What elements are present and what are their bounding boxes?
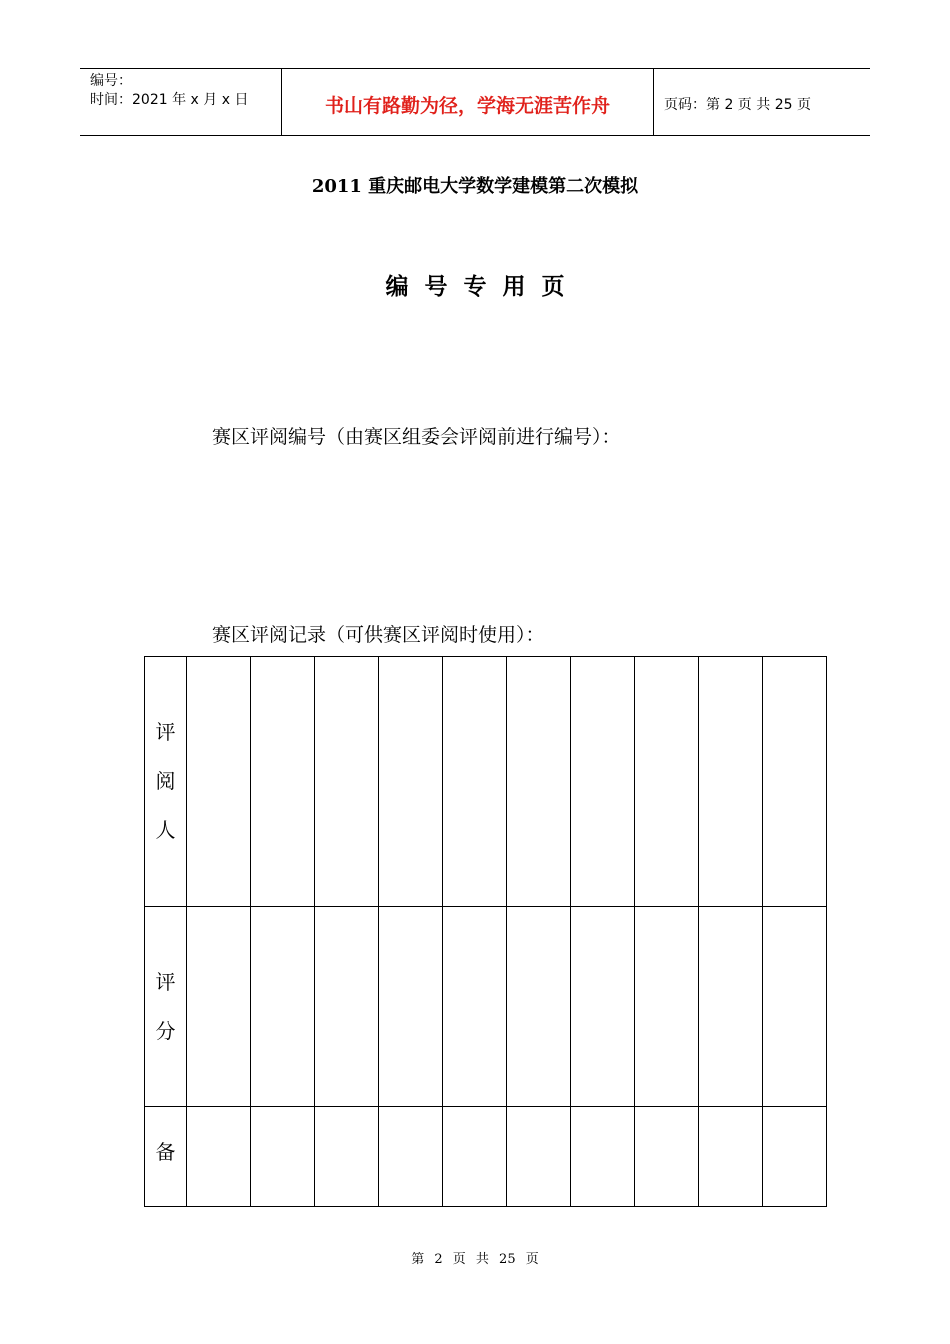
table-cell[interactable]	[635, 907, 699, 1107]
row-label-char: 阅	[155, 769, 176, 793]
table-cell[interactable]	[507, 907, 571, 1107]
number-label: 编号：	[90, 73, 132, 89]
table-cell[interactable]	[635, 657, 699, 907]
row-label-char: 人	[155, 818, 176, 842]
table-cell[interactable]	[699, 657, 763, 907]
table-cell[interactable]	[763, 1107, 827, 1207]
page-header	[80, 68, 870, 136]
table-cell[interactable]	[187, 1107, 251, 1207]
table-cell[interactable]	[187, 907, 251, 1107]
table-cell[interactable]	[507, 1107, 571, 1207]
document-title: 2011 重庆邮电大学数学建模第二次模拟	[311, 176, 639, 197]
table-cell[interactable]	[571, 657, 635, 907]
table-cell[interactable]	[251, 907, 315, 1107]
table-cell[interactable]	[315, 657, 379, 907]
table-row	[145, 657, 827, 907]
time-label: 时间：2021 年 x 月 x 日	[90, 92, 249, 108]
table-cell[interactable]	[379, 907, 443, 1107]
table-cell[interactable]	[443, 1107, 507, 1207]
review-record-table	[144, 656, 827, 1207]
row-label-char: 分	[155, 1018, 176, 1043]
record-paragraph: 赛区评阅记录（可供赛区评阅时使用）：	[212, 624, 545, 646]
numbering-paragraph: 赛区评阅编号（由赛区组委会评阅前进行编号）：	[212, 426, 621, 448]
row-label-char: 评	[155, 969, 176, 994]
header-meta	[80, 69, 281, 135]
table-cell[interactable]	[699, 1107, 763, 1207]
table-cell[interactable]	[571, 1107, 635, 1207]
table-cell[interactable]	[635, 1107, 699, 1207]
table-cell[interactable]	[379, 1107, 443, 1207]
table-cell[interactable]	[315, 907, 379, 1107]
row-label-cell	[145, 1107, 187, 1207]
table-cell[interactable]	[763, 907, 827, 1107]
table-row	[145, 907, 827, 1107]
table-cell[interactable]	[507, 657, 571, 907]
row-label-cell	[145, 657, 187, 907]
table-row	[145, 1107, 827, 1207]
table-cell[interactable]	[251, 1107, 315, 1207]
table-cell[interactable]	[571, 907, 635, 1107]
table-cell[interactable]	[315, 1107, 379, 1207]
header-page-info: 页码：第 2 页 共 25 页	[664, 97, 811, 113]
table-cell[interactable]	[763, 657, 827, 907]
table-cell[interactable]	[699, 907, 763, 1107]
header-motto: 书山有路勤为径，学海无涯苦作舟	[281, 69, 654, 135]
row-label-char: 备	[155, 1139, 176, 1164]
table-cell[interactable]	[443, 657, 507, 907]
page-footer: 第 2 页 共 25 页	[411, 1252, 539, 1267]
table-cell[interactable]	[379, 657, 443, 907]
table-cell[interactable]	[251, 657, 315, 907]
row-label-cell	[145, 907, 187, 1107]
document-subtitle: 编号专用页	[385, 273, 581, 300]
table-cell[interactable]	[443, 907, 507, 1107]
row-label-char: 评	[155, 720, 176, 744]
table-cell[interactable]	[187, 657, 251, 907]
